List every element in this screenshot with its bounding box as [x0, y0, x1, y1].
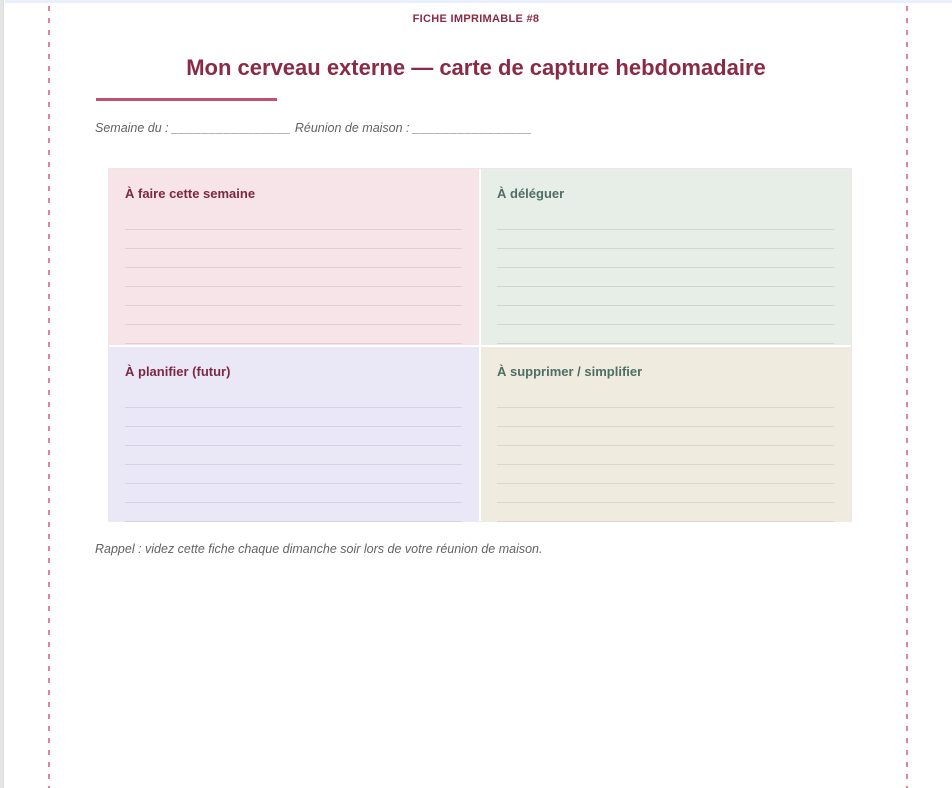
writing-line [497, 484, 834, 503]
writing-line [125, 268, 462, 287]
writing-line [497, 408, 834, 427]
writing-line [497, 389, 834, 408]
week-field-blank: ________________ [172, 121, 292, 135]
quadrant-header: À supprimer / simplifier [497, 364, 643, 379]
writing-lines [125, 389, 463, 522]
writing-lines [497, 389, 835, 522]
writing-line [497, 211, 834, 230]
writing-line [497, 306, 834, 325]
writing-line [125, 306, 462, 325]
writing-lines [497, 211, 835, 344]
page-title: Mon cerveau externe — carte de capture hebdomadaire [186, 55, 766, 80]
writing-line [497, 268, 834, 287]
quadrant-a-faire [109, 169, 479, 345]
window-top-edge [5, 0, 952, 3]
writing-line [125, 249, 462, 268]
writing-line [497, 427, 834, 446]
writing-line [497, 465, 834, 484]
writing-line [125, 427, 462, 446]
meeting-field-label: Réunion de maison : [294, 121, 410, 135]
quadrant-a-planifier [109, 347, 479, 522]
writing-line [125, 465, 462, 484]
capture-grid [108, 168, 852, 522]
writing-line [125, 484, 462, 503]
writing-line [125, 287, 462, 306]
quadrant-a-deleguer [481, 169, 851, 345]
writing-line [497, 230, 834, 249]
week-field-label: Semaine du : [95, 121, 169, 135]
cut-mark-dashed-line-right [906, 6, 908, 788]
writing-lines [125, 211, 463, 344]
writing-line [125, 325, 462, 344]
window-left-edge [0, 0, 4, 788]
header-fields [95, 121, 532, 135]
writing-line [125, 408, 462, 427]
writing-line [497, 503, 834, 522]
writing-line [125, 211, 462, 230]
title-underline-rule [96, 98, 277, 101]
writing-line [125, 389, 462, 408]
writing-line [125, 503, 462, 522]
writing-line [497, 287, 834, 306]
writing-line [497, 325, 834, 344]
quadrant-a-supprimer [481, 347, 851, 522]
sheet-kicker: FICHE IMPRIMABLE #8 [412, 13, 540, 25]
writing-line [497, 446, 834, 465]
writing-line [125, 230, 462, 249]
meeting-field-blank: ________________ [413, 121, 533, 135]
quadrant-header: À déléguer [497, 186, 565, 201]
cut-mark-dashed-line-left [48, 6, 50, 788]
quadrant-header: À faire cette semaine [125, 186, 256, 201]
reminder-note: Rappel : videz cette fiche chaque dimanche soir lors de votre réunion de maison. [95, 542, 543, 556]
writing-line [125, 446, 462, 465]
writing-line [497, 249, 834, 268]
quadrant-header: À planifier (futur) [125, 364, 231, 379]
